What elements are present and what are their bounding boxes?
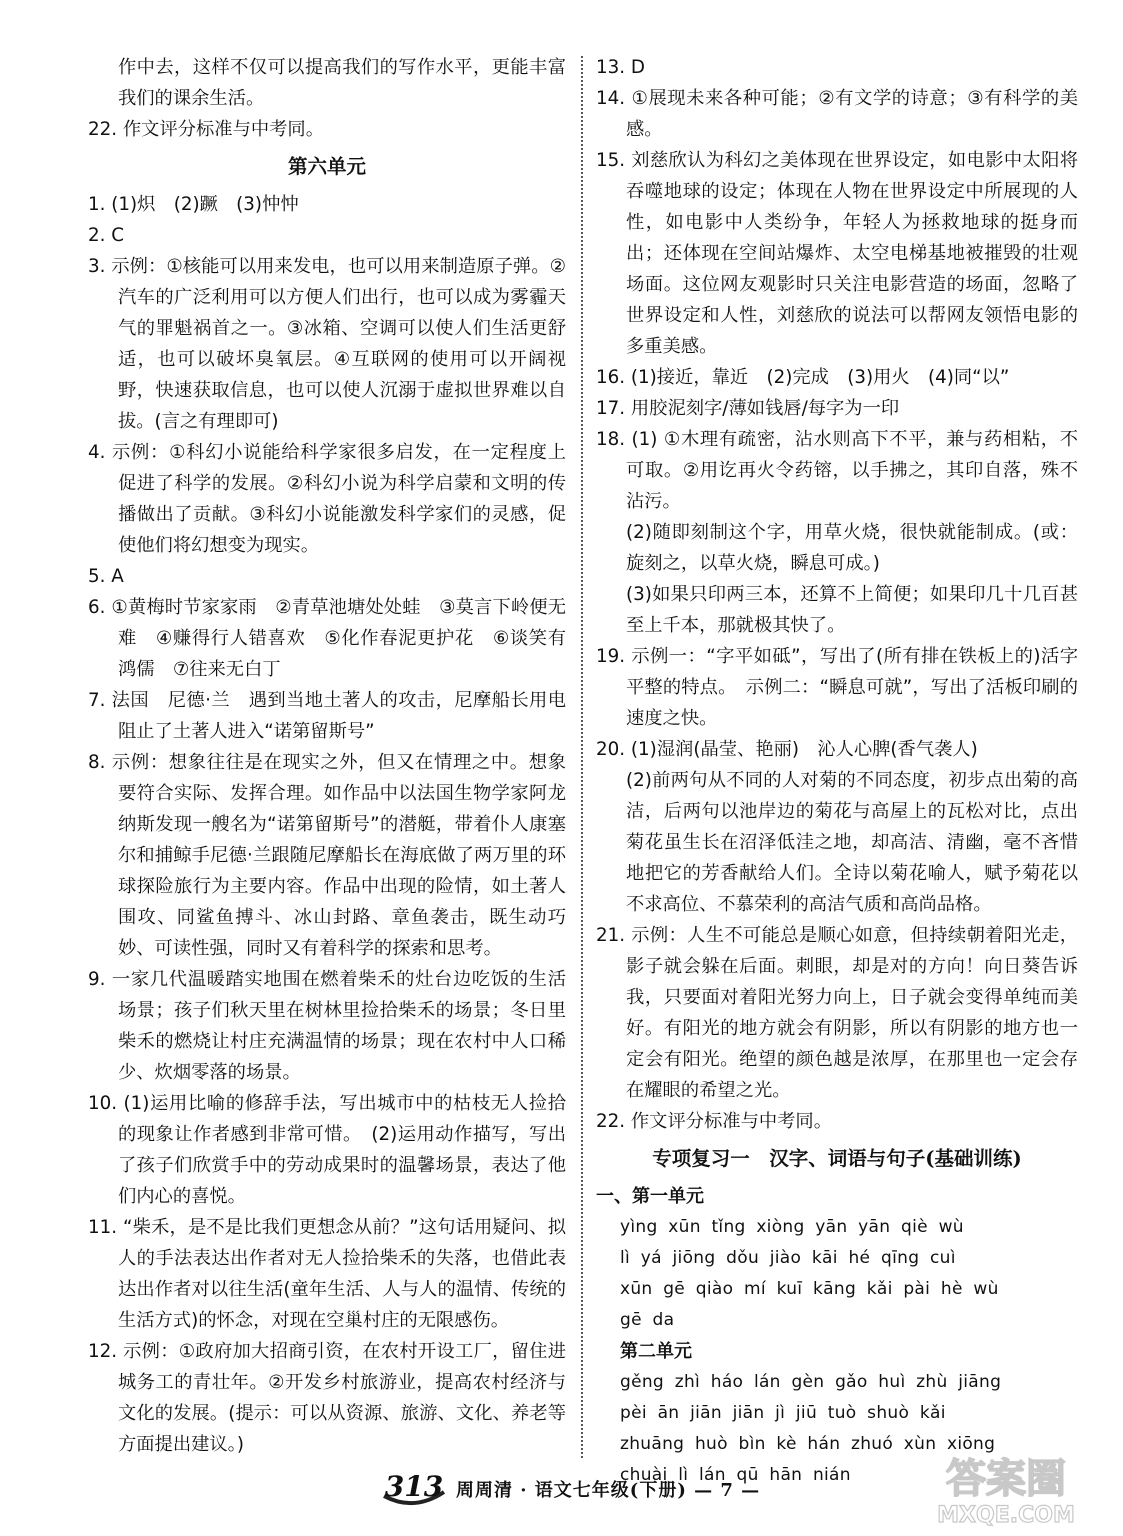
unit-heading: 第六单元 (287, 155, 366, 178)
watermark-logo (906, 1448, 1106, 1528)
answer-16: 16. (1)接近，靠近 (2)完成 (3)用火 (4)同“以” (596, 367, 1010, 388)
answer-19: 19. 示例一：“字平如砥”，写出了(所有排在铁板上的)活字平整的特点。 示例二：“瞬息可就”，写出了活板印刷的速度之快。 (596, 646, 1078, 729)
right-column (596, 52, 1078, 1491)
answer-14: 14. ①展现未来各种可能；②有文学的诗意；③有科学的美感。 (596, 88, 1078, 140)
pinyin-line: gěng zhì háo lán gèn gǎo huì zhù jiāng (620, 1372, 1002, 1392)
answer-17: 17. 用胶泥刻字/薄如钱唇/每字为一印 (596, 398, 900, 419)
answer-2: 2. C (88, 225, 125, 246)
answer-18-part3: (3)如果只印两三本，还算不上简便；如果印几十几百甚至上千本，那就极其快了。 (626, 584, 1078, 636)
answer-21: 21. 示例：人生不可能总是顺心如意，但持续朝着阳光走，影子就会躲在后面。刺眼，却是对的方向！向日葵告诉我，只要面对着阳光努力向上，日子就会变得单纯而美好。有阳光的地方就会有阴影，所以有阴影的地方也一定会有阳光。绝望的颜色越是浓厚，在那里也一定会存在耀眼的希望之光。 (596, 925, 1078, 1101)
answer-4: 4. 示例：①科幻小说能给科学家很多启发，在一定程度上促进了科学的发展。②科幻小说为科学启蒙和文明的传播做出了贡献。③科幻小说能激发科学家们的灵感，促使他们将幻想变为现实。 (88, 442, 566, 556)
answer-18-part1: 18. (1) ①木理有疏密，沾水则高下不平，兼与药相粘，不可取。②用讫再火令药镕，以手拂之，其印自落，殊不沾污。 (596, 429, 1078, 512)
answer-8: 8. 示例：想象往往是在现实之外，但又在情理之中。想象要符合实际、发挥合理。如作品中以法国生物学家阿龙纳斯发现一艘名为“诺第留斯号”的潜艇，带着仆人康塞尔和捕鲸手尼德·兰跟随尼摩船长在海底做了两万里的环球探险旅行为主要内容。作品中出现的险情，如土著人围攻、同鲨鱼搏斗、冰山封路、章鱼袭击，既生动巧妙、可读性强，同时又有着科学的探索和思考。 (88, 752, 566, 959)
pinyin-line: chuài lì lán qū hān nián (620, 1465, 851, 1485)
pinyin-line: pèi ān jiān jiān jì jiū tuò shuò kǎi (620, 1403, 946, 1423)
pinyin-line: lì yá jiōng dǒu jiào kāi hé qīng cuì (620, 1248, 956, 1268)
answer-5: 5. A (88, 566, 124, 587)
svg-text:313: 313 (384, 1470, 444, 1503)
answer-12: 12. 示例：①政府加大招商引资，在农村开设工厂，留住进城务工的青壮年。②开发乡村旅游业，提高农村经济与文化的发展。(提示：可以从资源、旅游、文化、养老等方面提出建议。) (88, 1341, 566, 1455)
brand-logo (378, 1466, 450, 1512)
pinyin-line: yìng xūn tǐng xiòng yān yān qiè wù (620, 1217, 964, 1237)
pinyin-line: xūn gē qiào mí kuī kāng kǎi pài hè wù (620, 1279, 999, 1299)
answer-20-part1: 20. (1)湿润(晶莹、艳丽) 沁人心脾(香气袭人) (596, 739, 978, 760)
answer-6: 6. ①黄梅时节家家雨 ②青草池塘处处蛙 ③莫言下岭便无难 ④赚得行人错喜欢 ⑤化作春泥更护花 ⑥谈笑有鸿儒 ⑦往来无白丁 (88, 597, 566, 680)
continued-answer: 作中去，这样不仅可以提高我们的写作水平，更能丰富我们的课余生活。 (118, 57, 566, 109)
answer-20-part2: (2)前两句从不同的人对菊的不同态度，初步点出菊的高洁，后两句以池岸边的菊花与高屋上的瓦松对比，点出菊花虽生长在沼泽低洼之地，却高洁、清幽，毫不吝惜地把它的芳香献给人们。全诗以菊花喻人，赋予菊花以不求高位、不慕荣利的高洁气质和高尚品格。 (626, 770, 1078, 915)
page-footer (378, 1466, 760, 1512)
answer-15: 15. 刘慈欣认为科幻之美体现在世界设定，如电影中太阳将吞噬地球的设定；体现在人物在世界设定中所展现的人性，如电影中人类纷争，年轻人为拯救地球的挺身而出；还体现在空间站爆炸、太空电梯基地被摧毁的壮观场面。这位网友观影时只关注电影营造的场面，忽略了世界设定和人性，刘慈欣的说法可以帮网友领悟电影的多重美感。 (596, 150, 1078, 357)
pinyin-line: zhuāng huò bìn kè hán zhuó xùn xiōng (620, 1434, 996, 1454)
section-unit-1: 一、第一单元 (596, 1186, 704, 1207)
section-unit-2: 第二单元 (620, 1341, 692, 1362)
answer-18-part2: (2)随即刻制这个字，用草火烧，很快就能制成。(或：旋刻之，以草火烧，瞬息可成。) (626, 522, 1078, 574)
answer-13: 13. D (596, 57, 645, 78)
column-divider (581, 56, 583, 1458)
answer-22: 22. 作文评分标准与中考同。 (88, 119, 324, 140)
footer-text: 周周清 · 语文七年级(下册) — 7 — (456, 1480, 761, 1501)
answer-22-right: 22. 作文评分标准与中考同。 (596, 1111, 832, 1132)
answer-11: 11. “柴禾，是不是比我们更想念从前？”这句话用疑问、拟人的手法表达出作者对无人捡拾柴禾的失落，也借此表达出作者对以往生活(童年生活、人与人的温情、传统的生活方式)的怀念，对现在空巢村庄的无限感伤。 (88, 1217, 566, 1331)
answer-9: 9. 一家几代温暖踏实地围在燃着柴禾的灶台边吃饭的生活场景；孩子们秋天里在树林里捡拾柴禾的场景；冬日里柴禾的燃烧让村庄充满温情的场景；现在农村中人口稀少、炊烟零落的场景。 (88, 969, 566, 1083)
svg-text:MXQE.COM: MXQE.COM (937, 1503, 1075, 1528)
review-heading: 专项复习一 汉字、词语与句子(基础训练) (652, 1147, 1022, 1170)
answer-1: 1. (1)炽 (2)蹶 (3)忡忡 (88, 194, 299, 215)
svg-text:答案圈: 答案圈 (946, 1456, 1066, 1502)
answer-10: 10. (1)运用比喻的修辞手法，写出城市中的枯枝无人捡拾的现象让作者感到非常可惜。 (2)运用动作描写，写出了孩子们欣赏手中的劳动成果时的温馨场景，表达了他们内心的喜悦。 (88, 1093, 566, 1207)
pinyin-line: gē da (620, 1310, 675, 1330)
answer-3: 3. 示例：①核能可以用来发电，也可以用来制造原子弹。②汽车的广泛利用可以方便人们出行，也可以成为雾霾天气的罪魁祸首之一。③冰箱、空调可以使人们生活更舒适，也可以破坏臭氧层。④互联网的使用可以开阔视野，快速获取信息，也可以使人沉溺于虚拟世界难以自拔。(言之有理即可) (88, 256, 566, 432)
answer-7: 7. 法国 尼德·兰 遇到当地土著人的攻击，尼摩船长用电阻止了土著人进入“诺第留斯号” (88, 690, 566, 742)
left-column (88, 52, 566, 1460)
